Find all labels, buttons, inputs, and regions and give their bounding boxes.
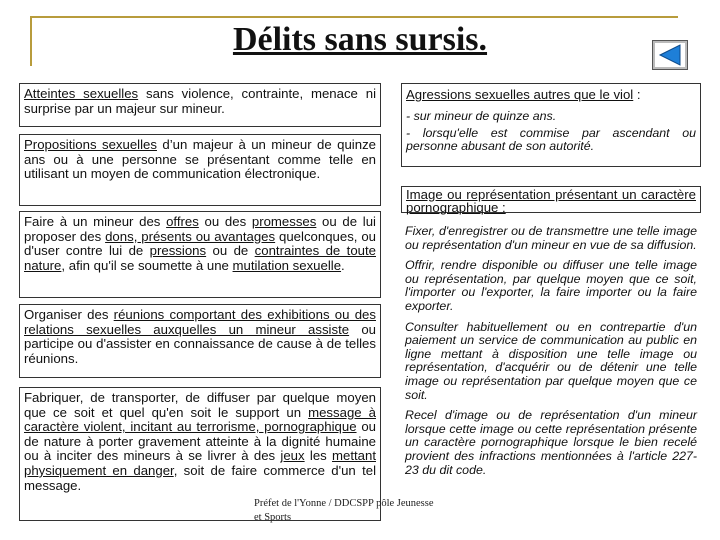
text-run: Fabriquer, de transporter, de diffuser par quelque moyen que ce soit et quel qu'en soit le support un [24, 390, 376, 420]
text-run: , soit de faire commerce d'un tel message. [24, 462, 376, 493]
text-run: mutilation sexuelle [232, 257, 342, 273]
text-run: ou de nature à porter gravement atteinte à la dignité humaine ou à inciter des mineurs à se livrer à des [24, 419, 376, 464]
right-box-image [401, 186, 701, 213]
back-button[interactable] [652, 40, 688, 70]
image-paragraph-1: Fixer, d'enregistrer ou de transmettre une telle image ou représentation d'un mineur en vue de sa diffusion. [405, 224, 697, 252]
text-run: les [304, 448, 333, 464]
text-run: contraintes de toute nature [24, 243, 376, 273]
image-paragraph-3: Consulter habituellement ou en contrepartie d'un paiement un service de communication au public en ligne mettant à disposition une telle image ou représentation, d'acquérir ou de détenir une telle image ou représentation par quelque moyen que ce soit. [405, 319, 697, 402]
footer-line-2: et Sports [254, 512, 292, 523]
text-run: jeux [280, 448, 305, 464]
text-run: ou de [206, 243, 255, 259]
text-run: ou de lui proposer des [24, 214, 376, 244]
text-run: promesses [251, 214, 317, 229]
footer-line-1: Préfet de l'Yonne / DDCSPP pôle Jeunesse [254, 498, 434, 509]
text-run: Faire à un mineur des [24, 214, 167, 229]
text-run: . [341, 257, 345, 273]
text-run: sans violence, contrainte, menace ni surprise par un majeur sur mineur. [24, 86, 376, 116]
left-box-atteintes [19, 83, 381, 127]
text-run: Propositions sexuelles [24, 137, 157, 152]
agressions-line-2: - lorsqu'elle est commise par ascendant ou personne abusant de son autorité. [406, 126, 696, 154]
text-run: quelconques, ou d'user contre lui de [24, 228, 377, 259]
footer-credit [254, 497, 434, 525]
right-box-image-details [401, 222, 701, 510]
right-box-agressions [401, 83, 701, 167]
image-paragraph-4: Recel d'image ou de représentation d'un mineur lorsque cette image ou cette représentation présente un caractère pornographique lorsque le bien recelé provient des infractions mentionnées à l'article 227-23 du dit code. [405, 408, 697, 477]
text-run: ou participe ou d'assister en connaissance de cause à de telles réunions. [24, 321, 376, 366]
text-run: dons, présents ou avantages [105, 228, 276, 244]
image-paragraph-2: Offrir, rendre disponible ou diffuser une telle image ou représentation, par quelque moyen que ce soit, l'importer ou l'exporter, la faire importer ou la faire exporter. [405, 258, 697, 313]
text-run: ou des [198, 214, 252, 229]
page-title: Délits sans sursis. [232, 21, 488, 58]
text-run: Atteintes sexuelles [24, 86, 139, 101]
agressions-heading-suffix: : [633, 87, 641, 102]
left-box-reunions [19, 304, 381, 378]
image-heading: Image ou représentation présentant un caractère pornographique : [406, 187, 696, 215]
text-run: pressions [149, 243, 207, 259]
text-run: , afin qu'il se soumette à une [61, 257, 233, 273]
left-box-propositions [19, 134, 381, 206]
left-box-offres [19, 211, 381, 298]
text-run: mettant physiquement en danger [24, 448, 376, 478]
agressions-line-1: - sur mineur de quinze ans. [406, 109, 557, 123]
agressions-heading: Agressions sexuelles autres que le viol [406, 87, 634, 102]
text-run: message à caractère violent, incitant au terrorisme, pornographique [24, 404, 376, 435]
text-run: offres [166, 214, 199, 229]
back-arrow-icon [657, 43, 683, 67]
text-run: d’un majeur à un mineur de quinze ans ou à une personne se présentant comme telle en utilisant un moyen de communication électronique. [24, 137, 376, 182]
text-run: Organiser des [24, 307, 114, 322]
text-run: réunions comportant des exhibitions ou des relations sexuelles auxquelles un mineur assiste [24, 307, 376, 337]
